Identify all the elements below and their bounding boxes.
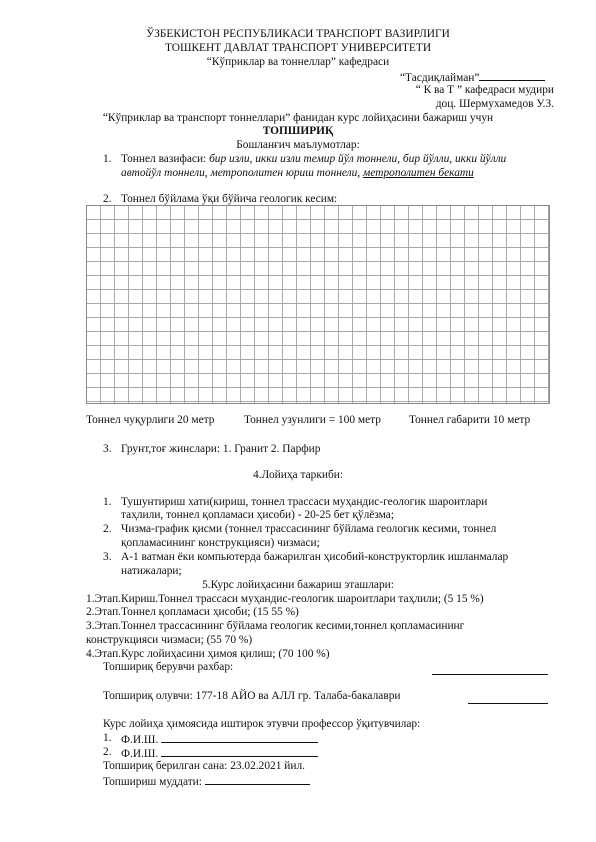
professor-1-number: 1. [103,732,112,744]
item3-number: 3. [103,443,112,455]
composition-2-line1: Чизма-график қисми (тоннел трассасининг бўйлама геологик кесими, тоннел [121,523,497,535]
item1-line1 [121,153,506,167]
stage-line-2: 2.Этап.Тоннел қопламаси ҳисоби; (15 55 %) [86,606,299,618]
composition-1-line1: Тушунтириш хати(кириш, тоннел трассаси муҳандис-геологик шароитлари [121,496,488,508]
composition-1-number: 1. [103,496,112,508]
geological-section-grid [86,205,550,404]
head-line: “ К ва Т ” кафедраси мудири [415,84,554,96]
composition-1-line2: таҳлили, тоннел қопламаси ҳисоби) - 20-25 бет қўлёзма; [121,509,394,521]
professors-heading: Курс лойиҳа ҳимоясида иштирок этувчи профессор ўқитувчилар: [103,718,421,730]
approval-label: “Тасдиқлайман” [400,72,480,84]
professor-2-blank [161,746,318,757]
item1-text1: бир изли, икки изли темир йўл тоннели, бир йўлли, икки йўлли [209,153,507,165]
receiver-signature-blank [468,693,548,704]
professor-2-number: 2. [103,746,112,758]
department-title: “Кўприклар ва тоннеллар” кафедраси [206,56,390,68]
deadline-label: Топшириш муддати: [103,776,202,788]
deadline-blank [205,774,310,785]
item1-text3: метрополитен бекати [363,167,474,179]
ministry-title: ЎЗБЕКИСТОН РЕСПУБЛИКАСИ ТРАНСПОРТ ВАЗИРЛИГИ [146,28,450,40]
tunnel-depth: Тоннел чуқурлиги 20 метр [86,414,215,426]
issued-date: Топшириқ берилган сана: 23.02.2021 йил. [103,760,306,772]
composition-2-number: 2. [103,523,112,535]
receiver-label: Топшириқ олувчи: 177-18 АЙО ва АЛЛ гр. Талаба-бакалаври [103,690,401,702]
initial-data-heading: Бошланғич маълумотлар: [236,139,360,151]
stage-line-5: 4.Этап.Курс лойиҳасини ҳимоя қилиш; (70 100 %) [86,648,330,660]
composition-2-line2: қопламасининг конструкцияси) чизмаси; [121,537,320,549]
head-name: доц. Шермухамедов У.З. [435,98,554,110]
item2-number: 2. [103,193,112,205]
item3-text: Грунт,тоғ жинслари: 1. Гранит 2. Парфир [121,443,321,455]
deadline-line [103,774,310,790]
tunnel-size: Тоннел габарити 10 метр [409,414,531,426]
item1-text2: автойўл тоннели, метрополитен юриш тоннели, [121,167,364,179]
composition-3-line2: натижалари; [121,565,182,577]
item1-number: 1. [103,153,112,165]
item2-label: Тоннел бўйлама ўқи бўйича геологик кесим: [121,193,338,205]
item1-label: Тоннел вазифаси: [121,153,210,165]
composition-heading: 4.Лойиҳа таркиби: [252,469,344,481]
item1-line2 [121,167,474,181]
composition-3-number: 3. [103,551,112,563]
composition-3-line1: А-1 ватман ёки компьютерда бажарилган ҳисобий-конструкторлик ишланмалар [121,551,509,563]
stages-heading: 5.Курс лойиҳасини бажариш эташлари: [202,579,394,591]
supervisor-label: Топшириқ берувчи рахбар: [103,661,234,673]
university-title: ТОШКЕНТ ДАВЛАТ ТРАНСПОРТ УНИВЕРСИТЕТИ [164,42,432,54]
approval-blank [479,70,545,81]
professor-1-label: Ф.И.Ш. [121,734,159,746]
supervisor-signature-blank [432,664,548,675]
professor-1-blank [161,732,318,743]
stage-line-3: 3.Этап.Тоннел трассасининг бўйлама геологик кесими,тоннел қопламасининг [86,620,465,632]
stage-line-4: конструкцияси чизмаси; (55 70 %) [86,634,253,646]
stage-line-1: 1.Этап.Кириш.Тоннел трассаси муҳандис-геологик шароитлари таҳлили; (5 15 %) [86,593,484,605]
document-title: ТОПШИРИҚ [262,125,334,137]
professor-2-label: Ф.И.Ш. [121,748,159,760]
subject-line: “Кўприклар ва транспорт тоннеллари” фанидан курс лойиҳасини бажариш учун [102,112,494,124]
tunnel-length: Тоннел узунлиги = 100 метр [244,414,381,426]
